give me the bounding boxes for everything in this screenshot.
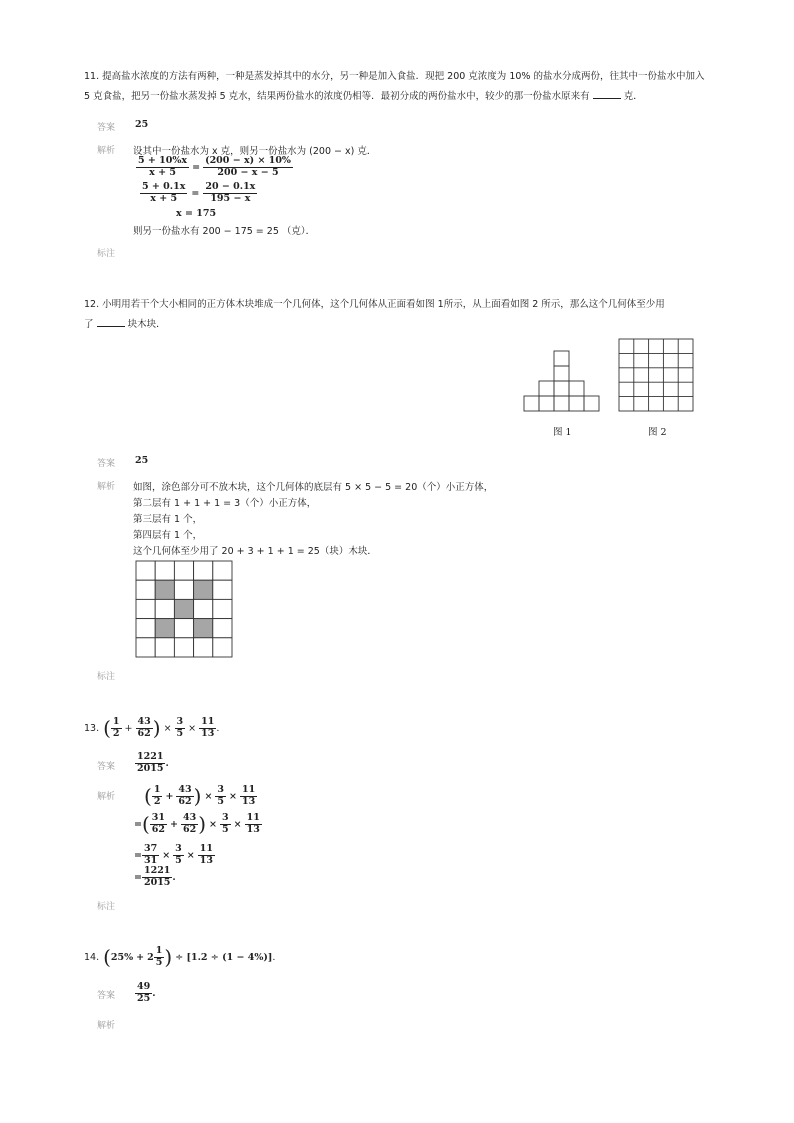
- q14-answer-period: .: [152, 987, 156, 999]
- q13-s2-equals: =: [134, 818, 142, 830]
- grid-cell: [213, 561, 232, 580]
- q11-eq2-lhs-num: 5 + 0.1x: [142, 181, 186, 192]
- q12-stem-line2: [84, 316, 166, 330]
- q13-s2-open: (: [141, 812, 150, 836]
- q13-f1-den: 2: [112, 727, 120, 739]
- q14-frac-den: 5: [155, 956, 163, 968]
- q13-period: .: [216, 722, 220, 734]
- q13-f2-num: 43: [137, 715, 151, 727]
- q13-analysis-label: 解析: [97, 792, 116, 802]
- q11-solution-line1: 设其中一份盐水为 x 克，则另一份盐水为 (200 − x) 克．: [133, 146, 377, 157]
- q13-s1-f3-num: 3: [217, 783, 225, 795]
- q12-solution-grid: [135, 560, 233, 658]
- q13-f4-num: 11: [201, 715, 215, 727]
- q13-f2-den: 62: [137, 727, 151, 739]
- q13-s4-equals: =: [134, 871, 142, 883]
- q12-solution-line1: 如图，涂色部分可不放木块，这个几何体的底层有 5 × 5 − 5 = 20（个）小正方体，: [133, 482, 494, 493]
- grid-cell-shaded: [155, 580, 174, 599]
- q13-close-paren: ): [152, 716, 161, 740]
- q13-s3-f3-den: 13: [199, 854, 213, 866]
- q11-eq1-rhs: [203, 156, 293, 179]
- q11-eq1-lhs: [136, 156, 189, 179]
- grid-cell: [136, 599, 155, 618]
- q14-problem: [84, 945, 275, 969]
- q13-answer-num: 1221: [137, 751, 164, 762]
- q13-s2-f3-den: 5: [222, 823, 229, 835]
- q13-s4-num: 1221: [143, 865, 171, 876]
- q13-s3-times2: ×: [186, 849, 195, 861]
- q13-s2-frac1: [150, 813, 167, 836]
- grid-cell: [174, 580, 193, 599]
- q12-solution-line4: 第四层有 1 个，: [133, 530, 203, 541]
- grid-cell: [194, 561, 213, 580]
- q13-times-1: ×: [163, 722, 172, 734]
- q13-open-paren: (: [103, 716, 111, 740]
- q11-eq1-equals: =: [192, 161, 201, 173]
- q11-solution-last: 则另一份盐水有 200 − 175 = 25 （克）．: [133, 226, 316, 237]
- q13-answer-label: 答案: [97, 762, 116, 772]
- q13-f3-den: 5: [176, 727, 184, 739]
- q11-eq1-rhs-den: 200 − x − 5: [217, 166, 279, 178]
- q13-s3-frac1: [142, 844, 159, 867]
- q12-answer-value: 25: [135, 455, 149, 466]
- grid-cell: [194, 599, 213, 618]
- q14-frac-num: 1: [155, 944, 163, 956]
- q11-stem-line2-end: 克．: [623, 91, 643, 102]
- q11-answer-label: 答案: [97, 123, 116, 133]
- q13-s3-equals: =: [134, 849, 142, 861]
- grid-cell: [213, 638, 232, 657]
- q12-answer-label: 答案: [97, 459, 116, 469]
- q12-solution-line2: 第二层有 1 + 1 + 1 = 3（个）小正方体，: [133, 498, 317, 509]
- q13-s1-open: (: [144, 784, 152, 808]
- q14-period: .: [272, 951, 276, 963]
- q14-percent: 25%: [110, 951, 134, 963]
- q13-s1-f4-num: 11: [242, 783, 256, 795]
- q14-answer-frac: [135, 982, 152, 1005]
- q11-stem-line2: [84, 88, 643, 102]
- grid-cell: [136, 561, 155, 580]
- q13-s1-f1-den: 2: [153, 795, 161, 807]
- grid-cell-shaded: [155, 619, 174, 638]
- q14-open-paren: (: [103, 945, 111, 969]
- q14-analysis-label: 解析: [97, 1021, 116, 1031]
- q13-s1-times2: ×: [229, 790, 238, 802]
- q13-times-2: ×: [188, 722, 197, 734]
- q12-stem-line2-start: 了: [84, 319, 94, 330]
- q14-plus: +: [136, 951, 145, 963]
- q13-number: 13.: [84, 722, 100, 734]
- q14-answer-label: 答案: [97, 991, 116, 1001]
- q11-note-label: 标注: [97, 249, 116, 259]
- q13-s1-plus: +: [165, 790, 174, 802]
- q13-s2-times2: ×: [233, 818, 242, 830]
- grid-cell-shaded: [194, 580, 213, 599]
- q13-s2-f1-num: 31: [151, 811, 166, 823]
- q13-step-2: [134, 812, 262, 836]
- grid-cell: [194, 638, 213, 657]
- grid-cell: [136, 638, 155, 657]
- q13-s3-f1-num: 37: [143, 843, 158, 854]
- q13-frac-3: [175, 717, 186, 740]
- q11-answer-value: 25: [135, 119, 149, 130]
- q11-eq1-lhs-den: x + 5: [149, 166, 176, 178]
- grid-cell-shaded: [174, 599, 193, 618]
- q13-s1-f1-num: 1: [153, 783, 161, 795]
- q13-frac-1: [111, 717, 122, 740]
- q13-s1-frac3: [215, 785, 226, 808]
- q14-whole: 2: [147, 951, 154, 963]
- q13-s1-frac2: [176, 785, 193, 808]
- q14-close-paren: ): [164, 945, 173, 969]
- q13-s1-f2-num: 43: [178, 783, 192, 795]
- q13-s1-close: ): [193, 784, 202, 808]
- q13-s1-times1: ×: [204, 790, 213, 802]
- grid-cell: [155, 599, 174, 618]
- grid-cell: [174, 619, 193, 638]
- grid-cell: [155, 638, 174, 657]
- q11-equation-1: [136, 156, 293, 179]
- q11-eq2-rhs: [203, 182, 257, 205]
- q12-blank: [97, 317, 125, 327]
- q13-answer-frac: [135, 752, 165, 775]
- q13-s2-f3-num: 3: [222, 811, 229, 823]
- grid-cell: [174, 561, 193, 580]
- grid-cell: [174, 638, 193, 657]
- q13-s2-f4-den: 13: [246, 823, 260, 835]
- q11-analysis-label: 解析: [97, 146, 116, 156]
- grid-cell: [213, 599, 232, 618]
- q12-solution-line3: 第三层有 1 个，: [133, 514, 203, 525]
- grid-cell: [136, 580, 155, 599]
- q13-s1-f3-den: 5: [217, 795, 225, 807]
- q11-eq2-lhs-den: x + 5: [150, 192, 178, 204]
- q13-frac-4: [199, 717, 216, 740]
- grid-cell-shaded: [194, 619, 213, 638]
- q12-note-label: 标注: [97, 672, 116, 682]
- q11-eq2-rhs-num: 20 − 0.1x: [205, 181, 256, 192]
- q13-s3-times1: ×: [162, 849, 171, 861]
- q13-s2-f2-den: 62: [182, 823, 197, 835]
- q11-eq2-equals: =: [191, 187, 200, 199]
- q13-problem: [84, 716, 219, 740]
- q13-s2-frac3: [220, 813, 231, 836]
- q14-answer-num: 49: [137, 981, 151, 992]
- q11-stem-line2-text: 5 克食盐，把另一份盐水蒸发掉 5 克水，结果两份盐水的浓度仍相等．最初分成的两份盐水中，较少的那一份盐水原来有: [84, 91, 590, 102]
- q13-s3-f2-num: 3: [175, 843, 182, 854]
- q13-f3-num: 3: [176, 715, 184, 727]
- q13-answer-period: .: [165, 757, 169, 769]
- q11-eq1-rhs-num: (200 − x) × 10%: [205, 155, 291, 166]
- q11-eq1-lhs-num: 5 + 10%x: [138, 155, 188, 166]
- q13-s2-f4-num: 11: [246, 811, 260, 823]
- q13-step-3: [134, 844, 215, 867]
- grid-cell: [213, 619, 232, 638]
- q12-figure1-front-view: [520, 350, 600, 414]
- q13-s3-f3-num: 11: [199, 843, 213, 854]
- q13-f1-num: 1: [112, 715, 120, 727]
- q12-analysis-label: 解析: [97, 482, 116, 492]
- q11-stem-line1: 11. 提高盐水浓度的方法有两种，一种是蒸发掉其中的水分，另一种是加入食盐．现把 200 克浓度为 10% 的盐水分成两份，往其中一份盐水中加入: [84, 71, 705, 82]
- q14-frac: [154, 946, 165, 969]
- q13-s3-frac3: [198, 844, 215, 867]
- q13-s3-f2-den: 5: [175, 854, 182, 866]
- q13-frac-2: [136, 717, 153, 740]
- q11-equation-2: [140, 182, 257, 205]
- q13-s2-close: ): [198, 812, 207, 836]
- q13-step-1: [144, 784, 257, 808]
- q12-stem-line2-end: 块木块．: [127, 319, 166, 330]
- q14-number: 14.: [84, 951, 100, 963]
- grid-cell: [136, 619, 155, 638]
- grid-cell: [155, 561, 174, 580]
- q13-answer-den: 2015: [137, 762, 164, 774]
- q13-s3-frac2: [173, 844, 184, 867]
- q13-s2-frac4: [245, 813, 262, 836]
- q11-eq2-lhs: [140, 182, 187, 205]
- q13-s1-frac4: [240, 785, 257, 808]
- q13-s4-frac: [142, 866, 172, 889]
- q11-eq2-rhs-den: 195 − x: [210, 192, 251, 204]
- q14-answer-value: [135, 982, 156, 1005]
- q13-plus: +: [124, 722, 133, 734]
- q12-figure2-top-view: [618, 338, 694, 412]
- q13-s2-f2-num: 43: [182, 811, 197, 823]
- q13-s2-frac2: [181, 813, 198, 836]
- q13-s1-f2-den: 62: [178, 795, 192, 807]
- q13-s4-den: 2015: [143, 876, 171, 888]
- q13-f4-den: 13: [201, 727, 215, 739]
- q13-s1-f4-den: 13: [242, 795, 256, 807]
- q12-figure1-caption: 图 1: [553, 427, 572, 438]
- q14-rest: ÷ [1.2 ÷ (1 − 4%)]: [175, 951, 273, 963]
- q14-answer-den: 25: [137, 992, 151, 1004]
- q11-blank: [593, 89, 621, 99]
- q13-step-4: [134, 866, 176, 889]
- q13-s2-plus: +: [170, 818, 178, 830]
- grid-cell: [213, 580, 232, 599]
- q12-figure2-caption: 图 2: [648, 427, 667, 438]
- q13-note-label: 标注: [97, 902, 116, 912]
- q13-s1-frac1: [152, 785, 163, 808]
- q11-equation-3: x = 175: [176, 208, 217, 219]
- q13-s2-times1: ×: [209, 818, 217, 830]
- q13-s3-f1-den: 31: [143, 854, 158, 866]
- q12-stem-line1: 12. 小明用若干个大小相同的正方体木块堆成一个几何体，这个几何体从正面看如图 1所示，从上面看如图 2 所示，那么这个几何体至少用: [84, 299, 665, 310]
- q12-solution-line5: 这个几何体至少用了 20 + 3 + 1 + 1 = 25（块）木块．: [133, 546, 377, 557]
- q13-s2-f1-den: 62: [151, 823, 166, 835]
- q13-s4-period: .: [172, 871, 176, 883]
- q13-answer-value: [135, 752, 169, 775]
